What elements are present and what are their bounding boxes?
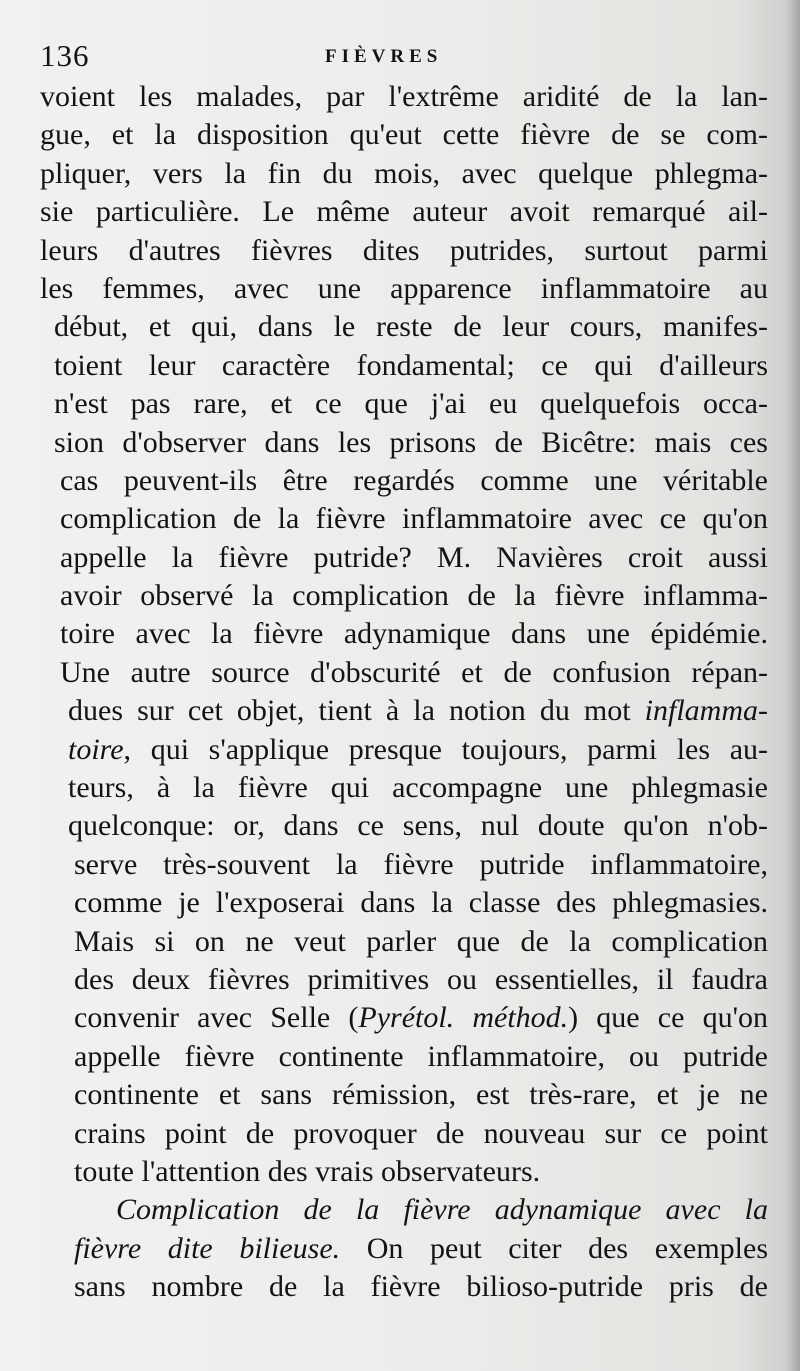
text-line: voient les malades, par l'extrême aridité de la lan- xyxy=(40,80,768,113)
text-line: sans nombre de la fièvre bilioso-putride pris de xyxy=(74,1270,768,1304)
text-line: quelconque: or, dans ce sens, nul doute qu'on n'ob- xyxy=(68,809,768,843)
text-line: toute l'attention des vrais observateurs. xyxy=(74,1154,541,1188)
text-line: serve très-souvent la fièvre putride inflammatoire, xyxy=(74,847,768,881)
text-line: toient leur caractère fondamental; ce qui d'ailleurs xyxy=(54,348,768,382)
text-run: On peut citer des exemples xyxy=(340,1231,768,1265)
body-text xyxy=(40,78,768,1307)
text-line xyxy=(40,692,768,730)
text-line: avoir observé la complication de la fièvre inflamma- xyxy=(60,579,768,613)
text-line: sie particulière. Le même auteur avoit remarqué ail- xyxy=(40,195,768,229)
text-line: Mais si on ne veut parler que de la complication xyxy=(74,924,768,958)
text-line xyxy=(40,1230,768,1268)
page-header xyxy=(40,36,760,76)
text-line xyxy=(40,999,768,1037)
section-heading-line: Complication de la fièvre adynamique avec la xyxy=(116,1193,768,1227)
text-line: appelle fièvre continente inflammatoire, ou putride xyxy=(74,1039,768,1073)
section-heading-end: fièvre dite bilieuse. xyxy=(74,1231,341,1265)
text-run: , qui s'applique presque toujours, parmi les au- xyxy=(123,732,768,766)
page-gutter-shadow xyxy=(786,0,800,1371)
text-line: n'est pas rare, et ce que j'ai eu quelquefois occa- xyxy=(54,387,768,421)
text-line: crains point de provoquer de nouveau sur ce point xyxy=(74,1116,768,1150)
text-line: complication de la fièvre inflammatoire avec ce qu'on xyxy=(60,502,768,536)
text-line: toire avec la fièvre adynamique dans une épidémie. xyxy=(60,617,768,651)
page-number: 136 xyxy=(40,38,90,73)
text-line: continente et sans rémission, est très-rare, et je ne xyxy=(74,1078,768,1112)
italic-citation: Pyrétol. méthod. xyxy=(358,1001,569,1035)
text-line: appelle la fièvre putride? M. Navières croit aussi xyxy=(60,540,768,574)
text-line: Une autre source d'obscurité et de confusion répan- xyxy=(60,655,768,689)
text-line: comme je l'exposerai dans la classe des phlegmasies. xyxy=(74,886,768,920)
italic-term: toire xyxy=(68,732,124,766)
text-run: convenir avec Selle ( xyxy=(74,1001,359,1035)
text-line: début, et qui, dans le reste de leur cours, manifes- xyxy=(54,310,768,344)
text-line: les femmes, avec une apparence inflammatoire au xyxy=(40,271,768,305)
text-line: des deux fièvres primitives ou essentielles, il faudra xyxy=(74,962,768,996)
running-head: FIÈVRES xyxy=(325,46,443,67)
text-line: teurs, à la fièvre qui accompagne une phlegmasie xyxy=(68,771,768,805)
text-line: leurs d'autres fièvres dites putrides, surtout parmi xyxy=(40,233,768,267)
text-line xyxy=(40,731,768,769)
text-line: pliquer, vers la fin du mois, avec quelque phlegma- xyxy=(40,156,768,190)
italic-term: inflamma- xyxy=(644,694,768,728)
text-run: ) que ce qu'on xyxy=(568,1001,768,1035)
text-line: gue, et la disposition qu'eut cette fièvre de se com- xyxy=(40,118,768,152)
text-line: cas peuvent-ils être regardés comme une véritable xyxy=(60,463,768,497)
text-line: sion d'observer dans les prisons de Bicêtre: mais ces xyxy=(54,425,768,459)
text-run: dues sur cet objet, tient à la notion du mot xyxy=(68,694,631,728)
